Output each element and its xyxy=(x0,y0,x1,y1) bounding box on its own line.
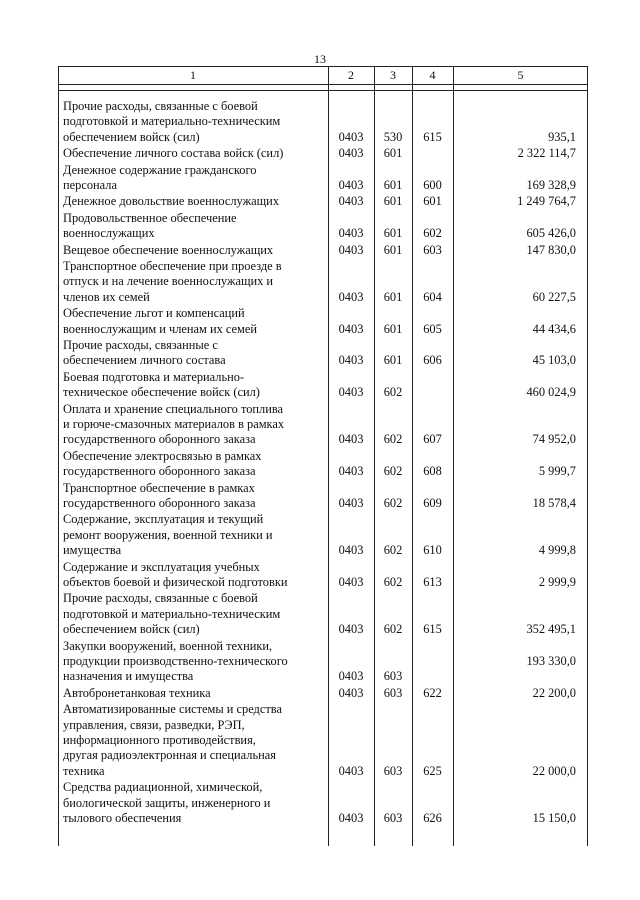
cell-c4: 613 xyxy=(423,574,442,589)
description-line: Содержание и эксплуатация учебных xyxy=(63,559,260,574)
description-line: Прочие расходы, связанные с боевой xyxy=(63,591,258,606)
cell-c2: 0403 xyxy=(338,495,364,510)
cell-c3: 602 xyxy=(383,622,403,637)
budget-table xyxy=(58,66,588,846)
cell-c4: 608 xyxy=(423,464,442,479)
description-line: ремонт вооружения, военной техники и xyxy=(63,527,273,542)
row-description xyxy=(63,639,318,685)
table-row xyxy=(58,702,588,779)
cell-c4: 609 xyxy=(423,495,442,510)
row-description xyxy=(63,243,318,258)
description-line: тылового обеспечения xyxy=(63,811,182,825)
cell-c4: 615 xyxy=(423,129,442,144)
table-top-border xyxy=(58,66,588,67)
cell-c3: 602 xyxy=(383,495,403,510)
description-line: военнослужащих xyxy=(63,226,155,241)
header-bottom-border xyxy=(58,84,588,85)
table-row xyxy=(58,449,588,480)
cell-c2: 0403 xyxy=(338,669,364,684)
cell-c5: 605 426,0 xyxy=(526,226,576,241)
description-line: Закупки вооружений, военной техники, xyxy=(63,638,273,653)
cell-c3: 601 xyxy=(383,146,403,161)
cell-c3: 601 xyxy=(383,194,403,209)
cell-c4: 610 xyxy=(423,543,442,558)
description-line: объектов боевой и физической подготовки xyxy=(63,575,288,589)
description-line: подготовкой и материально-техническим xyxy=(63,114,281,129)
cell-c4: 601 xyxy=(423,194,442,209)
row-description xyxy=(63,194,318,209)
header-col-2: 2 xyxy=(348,68,354,82)
description-line: Обеспечение электросвязью в рамках xyxy=(63,448,262,463)
cell-c3: 603 xyxy=(383,810,403,825)
table-row xyxy=(58,243,588,258)
cell-c2: 0403 xyxy=(338,353,364,368)
description-line: государственного оборонного заказа xyxy=(63,496,256,510)
cell-c3: 603 xyxy=(383,669,403,684)
cell-c3: 601 xyxy=(383,353,403,368)
cell-c2: 0403 xyxy=(338,385,364,400)
cell-c3: 603 xyxy=(383,685,403,700)
cell-c4: 622 xyxy=(423,685,442,700)
description-line: Боевая подготовка и материально- xyxy=(63,369,245,384)
description-line: Оплата и хранение специального топлива xyxy=(63,401,284,416)
cell-c4: 615 xyxy=(423,622,442,637)
cell-c2: 0403 xyxy=(338,177,364,192)
cell-c2: 0403 xyxy=(338,543,364,558)
row-description xyxy=(63,306,318,337)
description-line: государственного оборонного заказа xyxy=(63,432,256,447)
description-line: Обеспечение личного состава войск (сил) xyxy=(63,146,284,161)
cell-c2: 0403 xyxy=(338,432,364,447)
header-col-1: 1 xyxy=(190,68,196,82)
cell-c3: 603 xyxy=(383,763,403,778)
cell-c5: 15 150,0 xyxy=(532,810,576,825)
row-description xyxy=(63,591,318,637)
table-row xyxy=(58,686,588,701)
description-line: другая радиоэлектронная и специальная xyxy=(63,748,276,763)
row-description xyxy=(63,370,318,401)
cell-c5: 1 249 764,7 xyxy=(517,194,576,209)
table-row xyxy=(58,512,588,558)
cell-c2: 0403 xyxy=(338,321,364,336)
table-row xyxy=(58,163,588,194)
row-description xyxy=(63,780,318,826)
description-line: Денежное содержание гражданского xyxy=(63,162,257,177)
table-row xyxy=(58,591,588,637)
description-line: обеспечением войск (сил) xyxy=(63,622,200,637)
cell-c4: 605 xyxy=(423,321,442,336)
description-line: Транспортное обеспечение при проезде в xyxy=(63,259,282,273)
cell-c4: 602 xyxy=(423,226,442,241)
row-description xyxy=(63,402,318,448)
cell-c5: 352 495,1 xyxy=(526,622,576,637)
description-line: Средства радиационной, химической, xyxy=(63,780,263,795)
cell-c5: 22 000,0 xyxy=(532,763,576,778)
table-row xyxy=(58,338,588,369)
row-description xyxy=(63,481,318,512)
cell-c3: 530 xyxy=(383,129,403,144)
cell-c3: 601 xyxy=(383,289,403,304)
table-row xyxy=(58,194,588,209)
cell-c5: 460 024,9 xyxy=(526,385,576,400)
table-row xyxy=(58,780,588,826)
cell-c5: 5 999,7 xyxy=(538,464,576,479)
description-line: имущества xyxy=(63,543,122,558)
cell-c2: 0403 xyxy=(338,226,364,241)
cell-c2: 0403 xyxy=(338,146,364,161)
description-line: техника xyxy=(63,763,105,778)
row-description xyxy=(63,146,318,161)
header-col-4: 4 xyxy=(429,68,436,82)
header-col-5: 5 xyxy=(517,68,524,82)
row-description xyxy=(63,163,318,194)
description-line: Автобронетанковая техника xyxy=(63,685,211,700)
table-row xyxy=(58,259,588,305)
cell-c2: 0403 xyxy=(338,763,364,778)
row-description xyxy=(63,211,318,242)
row-description xyxy=(63,512,318,558)
description-line: Автоматизированные системы и средства xyxy=(63,702,282,717)
description-line: членов их семей xyxy=(63,289,150,304)
cell-c5: 22 200,0 xyxy=(532,685,576,700)
cell-c2: 0403 xyxy=(338,622,364,637)
table-row xyxy=(58,481,588,512)
table-row xyxy=(58,211,588,242)
cell-c5: 74 952,0 xyxy=(532,432,576,447)
cell-c4: 626 xyxy=(423,810,442,825)
cell-c3: 602 xyxy=(383,464,403,479)
description-line: подготовкой и материально-техническим xyxy=(63,606,281,621)
row-description xyxy=(63,449,318,480)
description-line: Транспортное обеспечение в рамках xyxy=(63,480,255,495)
cell-c3: 601 xyxy=(383,242,403,257)
description-line: военнослужащим и членам их семей xyxy=(63,321,258,336)
description-line: Содержание, эксплуатация и текущий xyxy=(63,512,264,527)
cell-c3: 602 xyxy=(383,385,403,400)
table-row xyxy=(58,370,588,401)
cell-c2: 0403 xyxy=(338,464,364,479)
table-row xyxy=(58,639,588,685)
description-line: персонала xyxy=(63,178,117,192)
description-line: государственного оборонного заказа xyxy=(63,464,256,479)
cell-c5: 193 330,0 xyxy=(526,654,576,669)
cell-c5: 935,1 xyxy=(548,129,576,144)
description-line: обеспечением личного состава xyxy=(63,353,226,368)
cell-c2: 0403 xyxy=(338,685,364,700)
cell-c5: 2 322 114,7 xyxy=(517,146,576,161)
cell-c2: 0403 xyxy=(338,129,364,144)
description-line: отпуск и на лечение военнослужащих и xyxy=(63,274,274,289)
header-col-3: 3 xyxy=(390,68,396,82)
description-line: Денежное довольствие военнослужащих xyxy=(63,194,280,209)
cell-c4: 606 xyxy=(423,353,442,368)
cell-c5: 169 328,9 xyxy=(526,177,576,192)
cell-c2: 0403 xyxy=(338,289,364,304)
table-row xyxy=(58,306,588,337)
cell-c2: 0403 xyxy=(338,574,364,589)
cell-c5: 44 434,6 xyxy=(532,321,576,336)
cell-c4: 625 xyxy=(423,763,442,778)
description-line: управления, связи, разведки, РЭП, xyxy=(63,717,245,732)
description-line: техническое обеспечение войск (сил) xyxy=(63,385,260,400)
table-row xyxy=(58,99,588,145)
cell-c3: 602 xyxy=(383,543,403,558)
description-line: обеспечением войск (сил) xyxy=(63,129,200,144)
description-line: назначения и имущества xyxy=(63,669,194,684)
row-description xyxy=(63,259,318,305)
page-number: 13 xyxy=(314,52,326,66)
cell-c3: 601 xyxy=(383,321,403,336)
cell-c4: 603 xyxy=(423,242,442,257)
description-line: Обеспечение льгот и компенсаций xyxy=(63,306,245,321)
description-line: биологической защиты, инженерного и xyxy=(63,795,271,810)
cell-c3: 601 xyxy=(383,226,403,241)
cell-c3: 602 xyxy=(383,574,403,589)
row-description xyxy=(63,686,318,701)
cell-c5: 45 103,0 xyxy=(532,353,576,368)
cell-c2: 0403 xyxy=(338,194,364,209)
description-line: продукции производственно-технического xyxy=(63,654,288,668)
cell-c2: 0403 xyxy=(338,242,364,257)
description-line: и горюче-смазочных материалов в рамках xyxy=(63,417,285,431)
cell-c5: 4 999,8 xyxy=(538,543,576,558)
cell-c5: 18 578,4 xyxy=(532,495,576,510)
row-description xyxy=(63,560,318,591)
row-description xyxy=(63,702,318,779)
header-double-border xyxy=(58,90,588,91)
cell-c4: 600 xyxy=(423,177,442,192)
cell-c5: 2 999,9 xyxy=(538,574,576,589)
row-description xyxy=(63,338,318,369)
cell-c4: 607 xyxy=(423,432,442,447)
cell-c3: 602 xyxy=(383,432,403,447)
table-row xyxy=(58,560,588,591)
cell-c5: 147 830,0 xyxy=(526,242,576,257)
description-line: информационного противодействия, xyxy=(63,733,256,747)
cell-c2: 0403 xyxy=(338,810,364,825)
cell-c3: 601 xyxy=(383,177,403,192)
description-line: Вещевое обеспечение военнослужащих xyxy=(63,242,274,257)
description-line: Продовольственное обеспечение xyxy=(63,210,237,225)
row-description xyxy=(63,99,318,145)
table-row xyxy=(58,146,588,161)
cell-c4: 604 xyxy=(423,289,442,304)
table-row xyxy=(58,402,588,448)
description-line: Прочие расходы, связанные с xyxy=(63,338,218,352)
description-line: Прочие расходы, связанные с боевой xyxy=(63,99,258,113)
cell-c5: 60 227,5 xyxy=(532,289,576,304)
